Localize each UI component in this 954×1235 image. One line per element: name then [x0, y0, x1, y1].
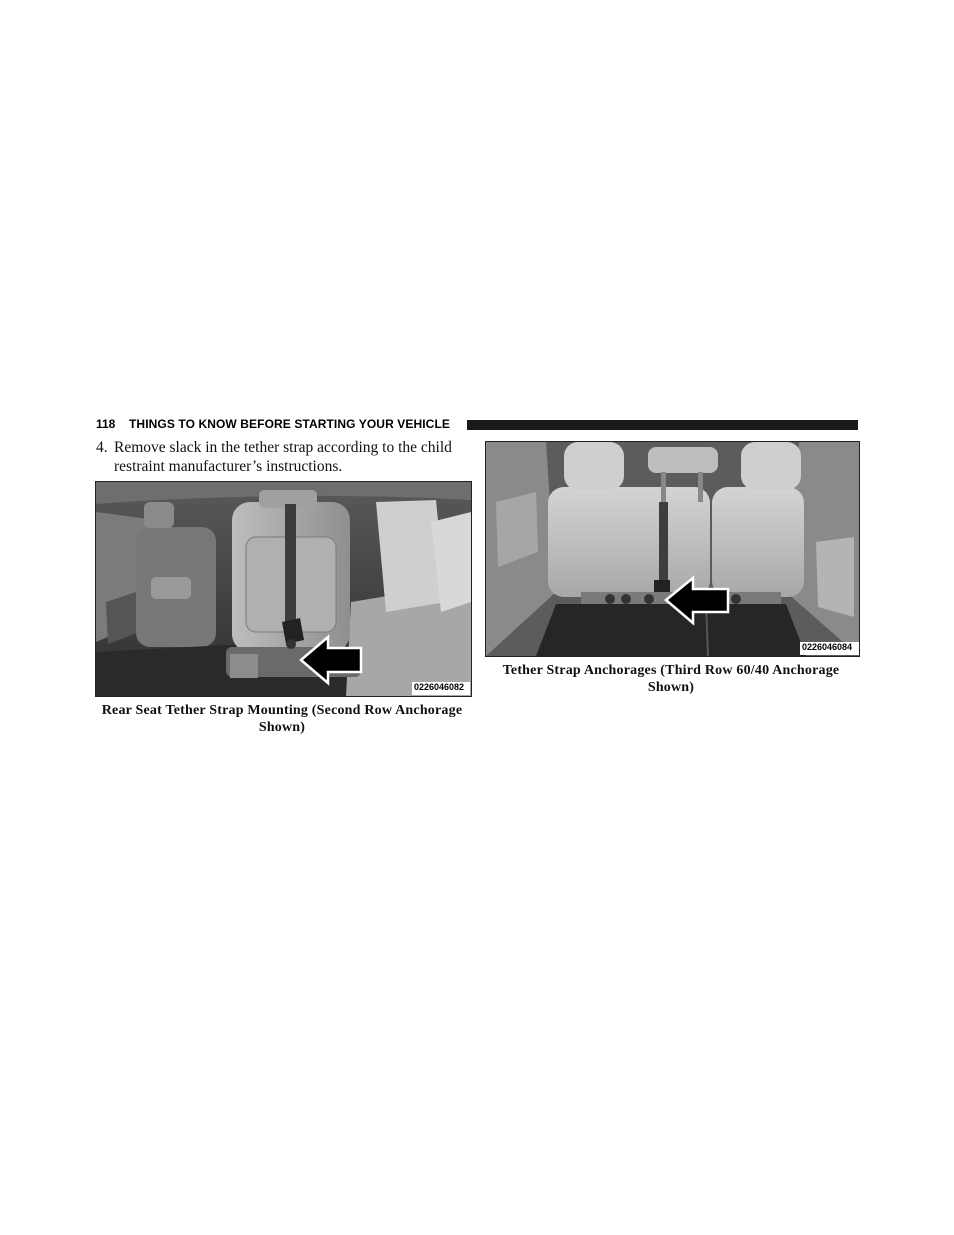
section-title: THINGS TO KNOW BEFORE STARTING YOUR VEHICLE	[129, 417, 450, 431]
page-number: 118	[96, 417, 116, 431]
third-row-cargo-illustration	[486, 442, 859, 656]
figure-code: 0226046082	[414, 682, 465, 692]
step-number: 4.	[96, 439, 108, 456]
instruction-step	[96, 438, 474, 476]
figure-caption-third-row: Tether Strap Anchorages (Third Row 60/40 Anchorage Shown)	[502, 663, 840, 695]
step-text: Remove slack in the tether strap according to the child restraint manufacturer’s instructions.	[114, 439, 452, 475]
figure-code: 0226046084	[802, 642, 853, 652]
second-row-seat-illustration	[96, 482, 471, 696]
page-header	[96, 414, 858, 434]
figure-third-row-anchorages	[485, 441, 860, 657]
figure-second-row-tether	[95, 481, 472, 697]
figure-caption-second-row: Rear Seat Tether Strap Mounting (Second Row Anchorage Shown)	[101, 703, 463, 735]
header-rule	[467, 420, 858, 430]
